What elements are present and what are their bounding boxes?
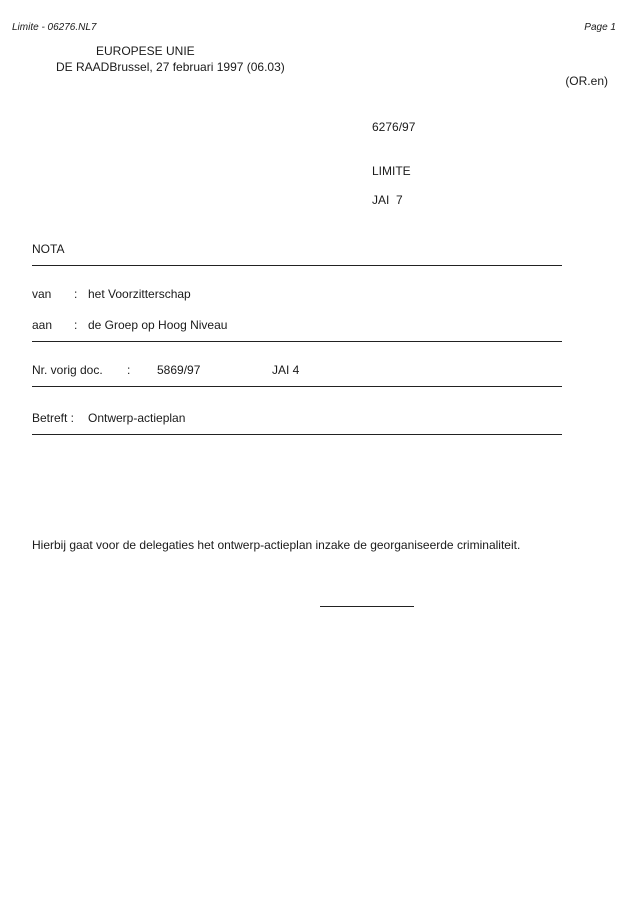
from-colon: :	[74, 287, 78, 301]
prev-doc-code: JAI 4	[272, 363, 300, 377]
to-colon: :	[74, 318, 78, 332]
to-label: aan	[32, 318, 53, 332]
prev-doc-colon: :	[127, 363, 131, 377]
subject-label: Betreft :	[32, 411, 75, 425]
from-label: van	[32, 287, 52, 301]
document-code: JAI 7	[372, 193, 403, 207]
closing-rule	[320, 606, 414, 607]
file-reference: Limite - 06276.NL7	[12, 22, 97, 33]
from-value: het Voorzitterschap	[88, 287, 191, 301]
prev-doc-number: 5869/97	[157, 363, 201, 377]
prev-doc-label: Nr. vorig doc.	[32, 363, 103, 377]
classification: LIMITE	[372, 164, 411, 178]
divider	[32, 265, 562, 266]
institution-name: EUROPESE UNIE	[96, 44, 195, 58]
subject-value: Ontwerp-actieplan	[88, 411, 186, 425]
note-title: NOTA	[32, 242, 65, 256]
to-value: de Groep op Hoog Niveau	[88, 318, 228, 332]
divider	[32, 386, 562, 387]
divider	[32, 341, 562, 342]
original-language: (OR.en)	[565, 74, 608, 88]
body-paragraph: Hierbij gaat voor de delegaties het ontwerp-actieplan inzake de georganiseerde criminaliteit.	[32, 538, 521, 552]
page-number: Page 1	[584, 22, 616, 33]
divider	[32, 434, 562, 435]
council-place-date: DE RAADBrussel, 27 februari 1997 (06.03)	[56, 60, 285, 74]
document-number: 6276/97	[372, 120, 416, 134]
